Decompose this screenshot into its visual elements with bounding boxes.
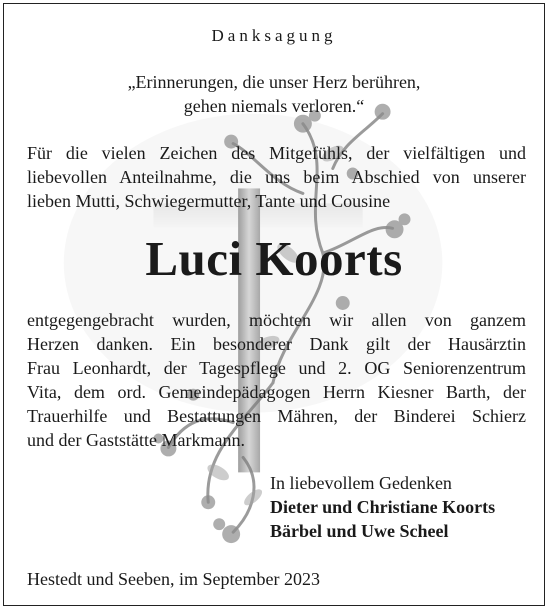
thanks-paragraph-intro	[27, 141, 526, 213]
paragraph-line: lieben Mutti, Schwiegermutter, Tante und Cousine	[27, 191, 391, 211]
paragraph-line: Herzen danken. Ein besonderer Dank gilt der Hausärztin	[27, 334, 526, 354]
paragraph-line: entgegengebracht wurden, möchten wir allen von ganzem	[27, 310, 526, 330]
signature-block	[270, 471, 495, 543]
paragraph-line: liebevollen Anteilnahme, die uns beim Abschied von unserer	[27, 167, 526, 187]
paragraph-line: und der Gaststätte Markmann.	[27, 430, 245, 450]
deceased-name: Luci Koorts	[145, 231, 403, 286]
paragraph-line: Trauerhilfe und Bestattungen Mähren, der Binderei Schierz	[27, 406, 526, 426]
quote-line-1: „Erinnerungen, die unser Herz berühren,	[127, 72, 421, 92]
memorial-quote	[4, 70, 544, 118]
paragraph-line: Frau Leonhardt, der Tagespflege und 2. OG Seniorenzentrum	[27, 358, 526, 378]
signature-family-1: Dieter und Christiane Koorts	[270, 497, 496, 517]
signature-intro: In liebevollem Gedenken	[270, 473, 452, 493]
notice-heading: Danksagung	[211, 26, 337, 45]
obituary-notice	[3, 3, 545, 606]
paragraph-line: Für die vielen Zeichen des Mitgefühls, der vielfältigen und	[27, 143, 526, 163]
signature-family-2: Bärbel und Uwe Scheel	[270, 521, 449, 541]
paragraph-line: Vita, dem ord. Gemeindepädagogen Herrn Kiesner Barth, der	[27, 382, 526, 402]
thanks-paragraph-body	[27, 308, 526, 452]
quote-line-2: gehen niemals verloren.“	[183, 96, 365, 116]
place-and-date: Hestedt und Seeben, im September 2023	[27, 569, 320, 589]
